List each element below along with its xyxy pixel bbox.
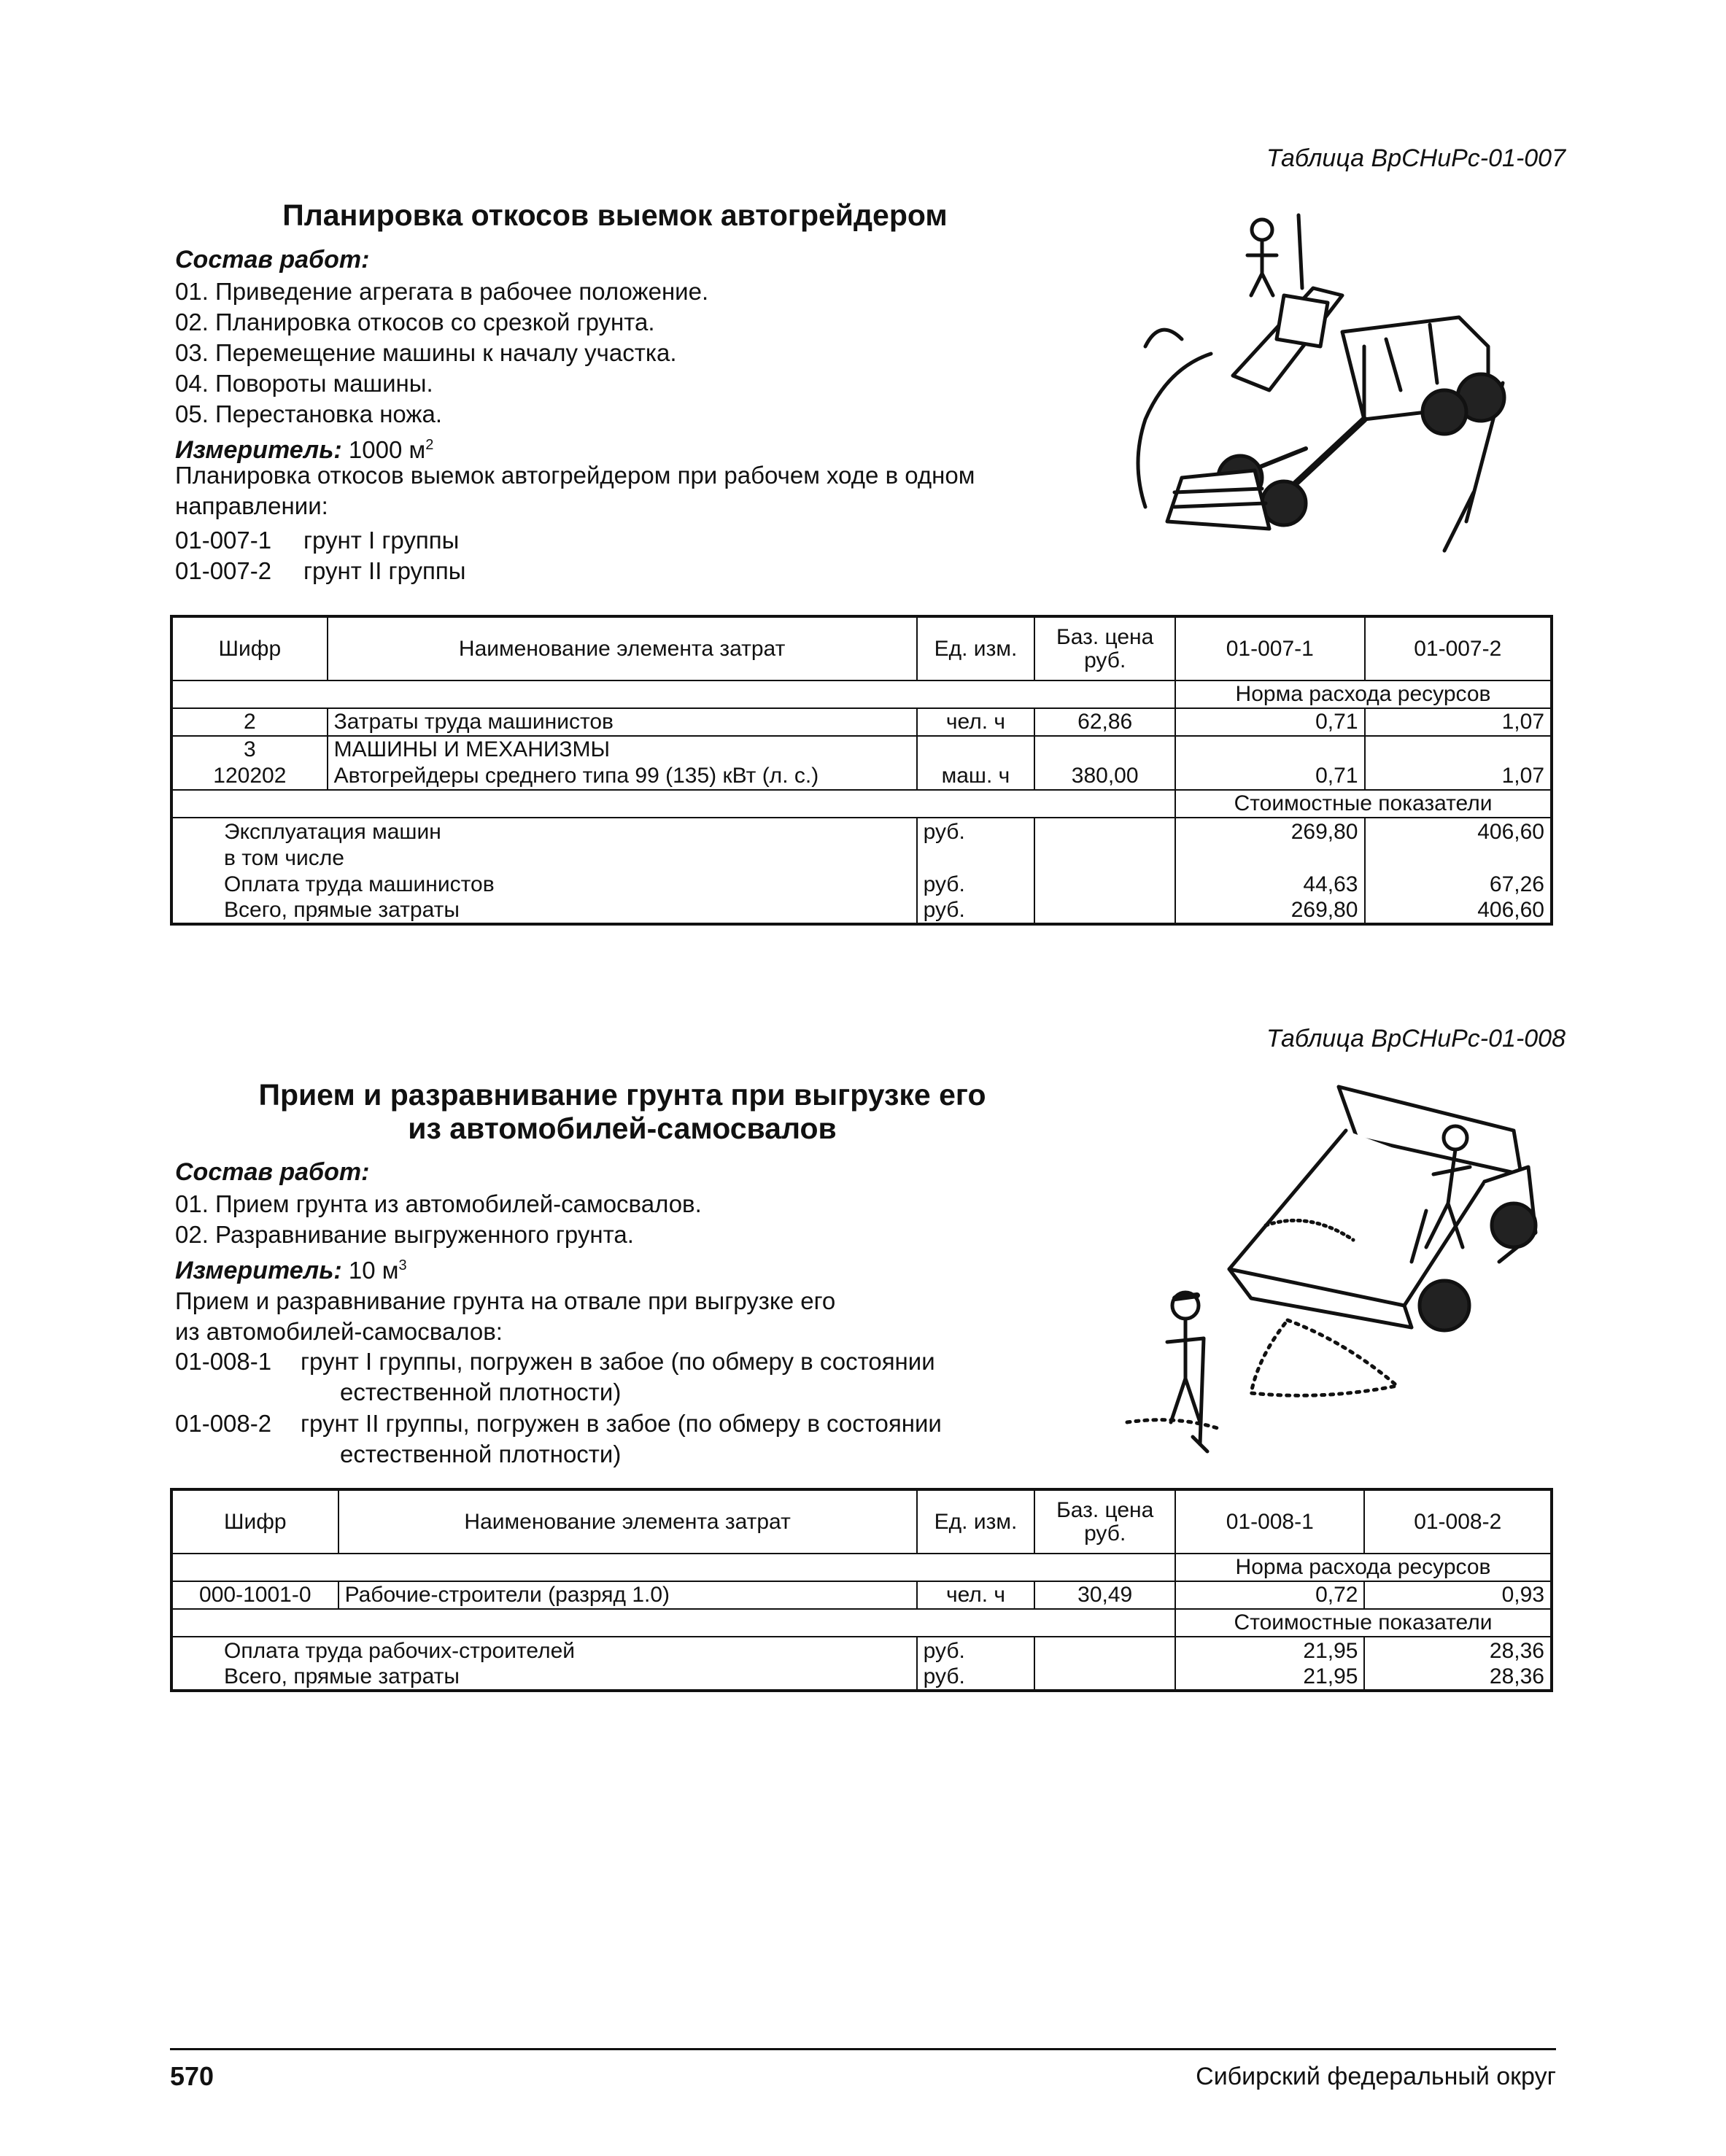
cost-caption: Стоимостные показатели — [1175, 1609, 1552, 1637]
table-row — [171, 872, 1552, 898]
description-line: Прием и разравнивание грунта на отвале при выгрузке его — [175, 1287, 836, 1314]
norm-caption: Норма расхода ресурсов — [1175, 680, 1552, 708]
cell-name: Эксплуатация машин — [224, 819, 441, 844]
cell-value-2: 0,93 — [1364, 1581, 1552, 1609]
meter-value: 1000 м — [348, 436, 426, 463]
cell-unit: чел. ч — [917, 1581, 1035, 1609]
motor-grader-illustration — [1123, 201, 1547, 565]
column-header: Шифр — [171, 616, 328, 680]
column-header: 01-007-2 — [1365, 616, 1552, 680]
work-item: 03. Перемещение машины к началу участка. — [175, 339, 677, 366]
code-id: 01-008-2 — [175, 1410, 272, 1437]
meter-label: Измеритель: — [175, 1257, 342, 1284]
work-item: 01. Прием грунта из автомобилей-самосвалов. — [175, 1190, 702, 1217]
table-reference-1: Таблица ВрСНиРс-01-007 — [1266, 144, 1566, 172]
cell-code: 3 — [243, 737, 256, 761]
cell-name: Оплата труда рабочих-строителей — [224, 1638, 576, 1663]
cell-value-1: 44,63 — [1175, 872, 1364, 898]
footer-divider — [170, 2048, 1556, 2050]
work-composition-label-2: Состав работ: — [175, 1158, 370, 1186]
dump-truck-illustration — [1105, 1079, 1550, 1481]
cell-value-2: 28,36 — [1364, 1637, 1552, 1664]
norm-caption: Норма расхода ресурсов — [1175, 1554, 1552, 1581]
column-header: Ед. изм. — [917, 616, 1035, 680]
cost-table-2 — [170, 1488, 1553, 1692]
cell-code: 2 — [243, 710, 256, 734]
section-title-2-line2: из автомобилей-самосвалов — [408, 1112, 837, 1145]
column-header: Наименование элемента затрат — [328, 616, 917, 680]
cell-value-1: 0,71 — [1175, 708, 1364, 736]
code-text: естественной плотности) — [340, 1378, 622, 1405]
cell-value-2: 1,07 — [1365, 708, 1552, 736]
cell-code: 120202 — [213, 763, 287, 788]
cell-name: в том числе — [224, 846, 344, 870]
section-title-2-line1: Прием и разравнивание грунта при выгрузке его — [258, 1078, 986, 1112]
cell-value-2: 406,60 — [1365, 818, 1552, 845]
work-item: 04. Повороты машины. — [175, 370, 433, 397]
code-text: грунт I группы, погружен в забое (по обмеру в состоянии — [301, 1348, 935, 1375]
work-item: 02. Разравнивание выгруженного грунта. — [175, 1221, 634, 1248]
cell-value-2: 28,36 — [1364, 1664, 1552, 1691]
cell-unit: чел. ч — [917, 708, 1035, 736]
work-item: 02. Планировка откосов со срезкой грунта. — [175, 309, 655, 336]
cell-price: 30,49 — [1034, 1581, 1175, 1609]
cell-unit: руб. — [917, 1637, 1035, 1664]
table-row — [171, 736, 1552, 762]
work-item: 01. Приведение агрегата в рабочее положение. — [175, 278, 709, 305]
description-line: направлении: — [175, 492, 328, 519]
cell-unit: маш. ч — [917, 762, 1035, 790]
cell-name: МАШИНЫ И МЕХАНИЗМЫ — [328, 736, 917, 762]
column-header: 01-007-1 — [1175, 616, 1364, 680]
table-reference-2: Таблица ВрСНиРс-01-008 — [1266, 1025, 1566, 1052]
meter-exponent: 2 — [425, 437, 434, 453]
code-text: естественной плотности) — [340, 1440, 622, 1467]
table-row — [171, 1664, 1552, 1691]
table-row — [171, 818, 1552, 845]
column-header: Ед. изм. — [917, 1489, 1035, 1554]
cell-name: Всего, прямые затраты — [224, 1664, 460, 1688]
cell-unit: руб. — [917, 898, 1035, 924]
table-row — [171, 762, 1552, 790]
page-number: 570 — [170, 2061, 214, 2091]
meter-label: Измеритель: — [175, 436, 342, 464]
table-row — [171, 708, 1552, 736]
meter-line-2 — [175, 1250, 407, 1286]
code-id: 01-008-1 — [175, 1348, 272, 1375]
cell-name: Затраты труда машинистов — [328, 708, 917, 736]
column-header: Наименование элемента затрат — [338, 1489, 917, 1554]
cell-unit: руб. — [917, 872, 1035, 898]
table-row — [171, 898, 1552, 924]
cell-value-2: 67,26 — [1365, 872, 1552, 898]
cell-unit: руб. — [917, 818, 1035, 845]
cell-value-2: 1,07 — [1365, 762, 1552, 790]
cost-table-1 — [170, 615, 1553, 926]
work-item: 05. Перестановка ножа. — [175, 400, 443, 427]
cell-value-1: 21,95 — [1175, 1664, 1364, 1691]
footer-region: Сибирский федеральный округ — [1196, 2063, 1556, 2090]
cell-name: Автогрейдеры среднего типа 99 (135) кВт (л. с.) — [328, 762, 917, 790]
cell-value-2: 406,60 — [1365, 898, 1552, 924]
cell-price: 62,86 — [1034, 708, 1175, 736]
cell-value-1: 0,72 — [1175, 1581, 1364, 1609]
column-header: 01-008-1 — [1175, 1489, 1364, 1554]
column-header: Баз. цена руб. — [1034, 616, 1175, 680]
cell-value-1: 21,95 — [1175, 1637, 1364, 1664]
code-id: 01-007-2 — [175, 557, 272, 584]
cell-name: Оплата труда машинистов — [224, 872, 495, 896]
description-line: Планировка откосов выемок автогрейдером при рабочем ходе в одном — [175, 462, 975, 489]
code-text: грунт II группы — [303, 557, 466, 584]
table-row — [171, 1637, 1552, 1664]
code-text: грунт II группы, погружен в забое (по обмеру в состоянии — [301, 1410, 942, 1437]
cell-name: Рабочие-строители (разряд 1.0) — [338, 1581, 917, 1609]
table-row — [171, 845, 1552, 872]
column-header: Баз. цена руб. — [1034, 1489, 1175, 1554]
column-header: 01-008-2 — [1364, 1489, 1552, 1554]
cell-value-1: 269,80 — [1175, 898, 1364, 924]
cell-unit: руб. — [917, 1664, 1035, 1691]
code-text: грунт I группы — [303, 527, 460, 554]
cell-value-1: 269,80 — [1175, 818, 1364, 845]
meter-value: 10 м — [348, 1257, 399, 1284]
cell-name: Всего, прямые затраты — [224, 898, 460, 922]
cell-price: 380,00 — [1034, 762, 1175, 790]
work-composition-label-1: Состав работ: — [175, 246, 370, 274]
table-row — [171, 1581, 1552, 1609]
section-title-1: Планировка откосов выемок автогрейдером — [282, 198, 948, 232]
column-header: Шифр — [171, 1489, 338, 1554]
cost-caption: Стоимостные показатели — [1175, 790, 1552, 818]
code-id: 01-007-1 — [175, 527, 272, 554]
meter-exponent: 3 — [398, 1257, 407, 1273]
cell-value-1: 0,71 — [1175, 762, 1364, 790]
description-line: из автомобилей-самосвалов: — [175, 1318, 503, 1345]
cell-code: 000-1001-0 — [199, 1583, 311, 1607]
